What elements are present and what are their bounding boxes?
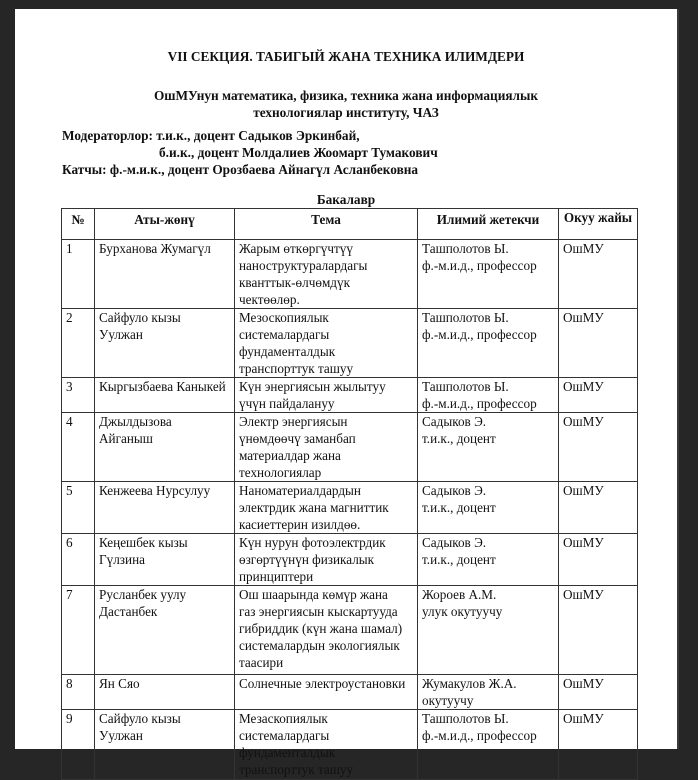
cell-advisor [418, 586, 559, 675]
cell-topic-line: фундаменталдык [239, 745, 336, 760]
table-row [62, 710, 638, 780]
cell-topic [235, 586, 418, 675]
cell-topic [235, 413, 418, 482]
table-row [62, 413, 638, 482]
cell-topic-line: системалардагы [239, 728, 330, 743]
secretary-line: Катчы: ф.-м.и.к., доцент Орозбаева Айнагүл Асланбековна [62, 162, 419, 177]
cell-name [95, 309, 235, 378]
cell-advisor-line: окутуучу [422, 693, 474, 708]
cell-name-line: Кеңешбек кызы [99, 535, 188, 550]
cell-advisor-line: Жумакулов Ж.А. [422, 676, 517, 691]
cell-advisor [418, 378, 559, 413]
cell-advisor [418, 710, 559, 780]
cell-topic-line: Күн нурун фотоэлектрдик [239, 535, 386, 550]
cell-topic-line: үнөмдөөчү заманбап [239, 431, 356, 446]
cell-name [95, 586, 235, 675]
cell-advisor [418, 240, 559, 309]
cell-number: 2 [62, 309, 95, 378]
cell-advisor-line: Садыков Э. [422, 535, 487, 550]
cell-topic-line: үчүн пайдалануу [239, 396, 335, 411]
cell-topic-line: гибриддик (күн жана шамал) [239, 621, 403, 636]
header-institution: Окуу жайы [559, 209, 638, 240]
cell-advisor-line: Садыков Э. [422, 414, 487, 429]
table-row [62, 534, 638, 586]
cell-topic-line: Ош шаарында көмүр жана [239, 587, 388, 602]
participants-table [61, 208, 638, 780]
cell-topic [235, 534, 418, 586]
table-row [62, 482, 638, 534]
cell-topic-line: системалардагы [239, 327, 330, 342]
cell-topic-line: Жарым өткөргүчтүү [239, 241, 353, 256]
cell-advisor-line: ф.-м.и.д., профессор [422, 327, 537, 342]
cell-topic [235, 378, 418, 413]
cell-topic-line: технологиялар [239, 465, 322, 480]
cell-name [95, 378, 235, 413]
cell-name [95, 675, 235, 710]
cell-number: 6 [62, 534, 95, 586]
cell-advisor-line: ф.-м.и.д., профессор [422, 396, 537, 411]
cell-institution: ОшМУ [559, 413, 638, 482]
cell-number: 4 [62, 413, 95, 482]
cell-advisor-line: Жороев А.М. [422, 587, 497, 602]
cell-institution: ОшМУ [559, 586, 638, 675]
cell-advisor-line: ф.-м.и.д., профессор [422, 728, 537, 743]
cell-advisor-line: т.и.к., доцент [422, 552, 496, 567]
institute-heading-line-2: технологиялар институту, ЧАЗ [253, 105, 439, 120]
cell-institution: ОшМУ [559, 309, 638, 378]
cell-number: 1 [62, 240, 95, 309]
cell-topic-line: Мезоскопиялык [239, 310, 329, 325]
cell-advisor-line: Ташполотов Ы. [422, 310, 509, 325]
cell-name [95, 413, 235, 482]
cell-topic-line: өзгөртүүнүн физикалык [239, 552, 375, 567]
cell-advisor-line: Ташполотов Ы. [422, 241, 509, 256]
cell-topic [235, 309, 418, 378]
cell-name-line: Кенжеева Нурсулуу [99, 483, 211, 498]
cell-institution: ОшМУ [559, 675, 638, 710]
cell-topic-line: фундаменталдык [239, 344, 336, 359]
header-number: № [62, 209, 95, 240]
cell-name-line: Уулжан [99, 327, 143, 342]
cell-name-line: Сайфуло кызы [99, 711, 181, 726]
cell-topic-line: чектөөлөр. [239, 292, 300, 307]
table-row [62, 586, 638, 675]
cell-institution: ОшМУ [559, 378, 638, 413]
cell-advisor [418, 309, 559, 378]
cell-topic-line: материалдар жана [239, 448, 341, 463]
cell-name-line: Джылдызова [99, 414, 172, 429]
moderators-line-1: Модераторлор: т.и.к., доцент Садыков Эркинбай, [62, 128, 360, 143]
cell-topic-line: таасири [239, 655, 284, 670]
table-header-row [62, 209, 638, 240]
cell-topic-line: Наноматериалдардын [239, 483, 361, 498]
cell-name [95, 534, 235, 586]
cell-name-line: Русланбек уулу [99, 587, 187, 602]
cell-advisor [418, 534, 559, 586]
cell-topic-line: системалардын экологиялык [239, 638, 400, 653]
cell-topic-line: кванттык-өлчөмдүк [239, 275, 351, 290]
institute-heading [15, 87, 677, 121]
cell-name-line: Уулжан [99, 728, 143, 743]
cell-advisor-line: улук окутуучу [422, 604, 503, 619]
cell-name-line: Гүлзина [99, 552, 145, 567]
cell-advisor-line: т.и.к., доцент [422, 431, 496, 446]
cell-topic-line: касиеттерин изилдөө. [239, 517, 361, 532]
document-page [15, 9, 679, 777]
table-row [62, 309, 638, 378]
cell-name-line: Айганыш [99, 431, 153, 446]
degree-heading: Бакалавр [316, 192, 376, 207]
header-name: Аты-жөнү [95, 209, 235, 240]
cell-name-line: Бурханова Жумагүл [99, 241, 211, 256]
cell-topic [235, 482, 418, 534]
cell-topic-line: принциптери [239, 569, 314, 584]
cell-number: 7 [62, 586, 95, 675]
cell-topic [235, 710, 418, 780]
cell-topic-line: электрдик жана магниттик [239, 500, 389, 515]
cell-name-line: Сайфуло кызы [99, 310, 181, 325]
cell-number: 9 [62, 710, 95, 780]
cell-advisor-line: Ташполотов Ы. [422, 379, 509, 394]
cell-topic [235, 240, 418, 309]
table-row [62, 675, 638, 710]
cell-advisor [418, 675, 559, 710]
cell-topic [235, 675, 418, 710]
cell-number: 5 [62, 482, 95, 534]
cell-name [95, 710, 235, 780]
header-topic: Тема [235, 209, 418, 240]
cell-name-line: Ян Сяо [99, 676, 140, 691]
table-row [62, 240, 638, 309]
moderators-line-2: б.и.к., доцент Молдалиев Жоомарт Тумакович [159, 145, 438, 160]
section-title: VII СЕКЦИЯ. ТАБИГЫЙ ЖАНА ТЕХНИКА ИЛИМДЕРИ [167, 49, 525, 64]
cell-name-line: Кыргызбаева Каныкей [99, 379, 226, 394]
cell-name [95, 240, 235, 309]
cell-institution: ОшМУ [559, 482, 638, 534]
header-advisor: Илимий жетекчи [418, 209, 559, 240]
cell-topic-line: транспорттук ташуу [239, 361, 354, 376]
cell-advisor [418, 413, 559, 482]
cell-advisor-line: Садыков Э. [422, 483, 487, 498]
cell-institution: ОшМУ [559, 534, 638, 586]
cell-advisor [418, 482, 559, 534]
table-row [62, 378, 638, 413]
cell-number: 8 [62, 675, 95, 710]
cell-advisor-line: Ташполотов Ы. [422, 711, 509, 726]
cell-number: 3 [62, 378, 95, 413]
cell-topic-line: Күн энергиясын жылытуу [239, 379, 386, 394]
cell-name [95, 482, 235, 534]
cell-institution: ОшМУ [559, 710, 638, 780]
cell-topic-line: Электр энергиясын [239, 414, 348, 429]
cell-topic-line: наноструктуралардагы [239, 258, 368, 273]
table-body [62, 240, 638, 780]
cell-name-line: Дастанбек [99, 604, 158, 619]
cell-topic-line: газ энергиясын кыскартууда [239, 604, 398, 619]
cell-topic-line: Солнечные электроустановки [239, 676, 406, 691]
cell-advisor-line: ф.-м.и.д., профессор [422, 258, 537, 273]
cell-topic-line: транспорттук ташуу [239, 762, 354, 777]
cell-advisor-line: т.и.к., доцент [422, 500, 496, 515]
cell-institution: ОшМУ [559, 240, 638, 309]
institute-heading-line-1: ОшМУнун математика, физика, техника жана информациялык [153, 88, 539, 103]
cell-topic-line: Мезаскопиялык [239, 711, 328, 726]
